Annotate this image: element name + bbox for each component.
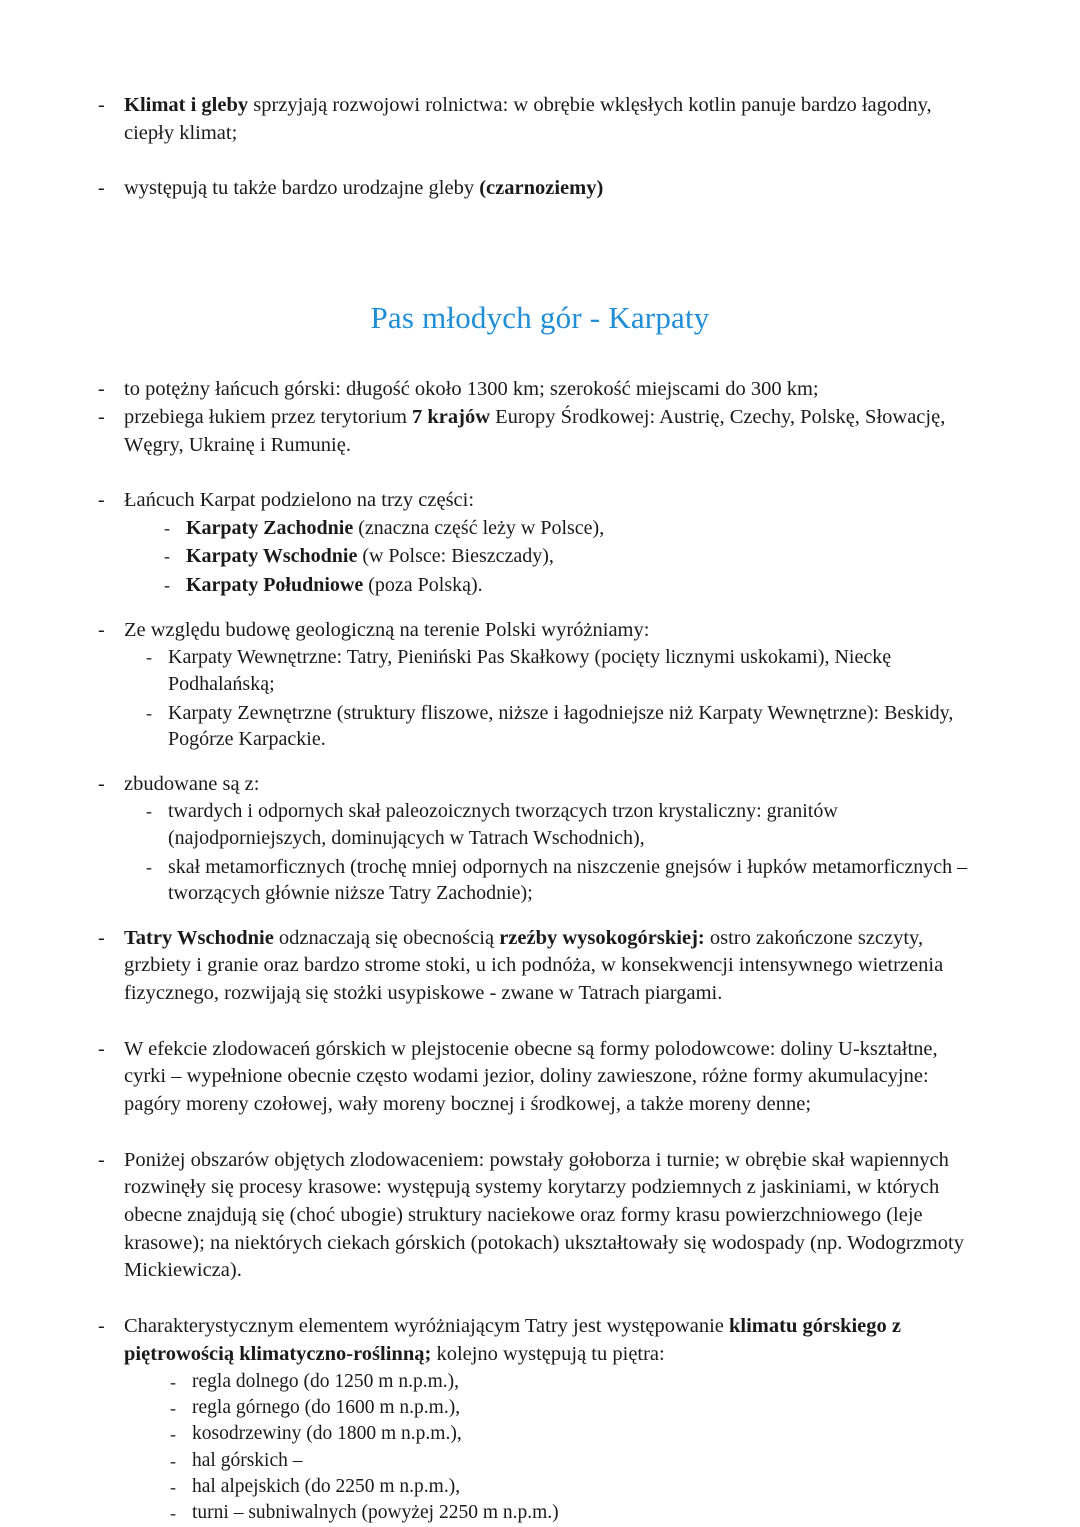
dash-bullet-icon: - [146,801,152,822]
list-item-storey [170,1474,982,1499]
spacer [98,909,982,925]
dash-bullet-icon: - [170,1371,176,1392]
dash-bullet-icon: - [170,1397,176,1418]
dash-bullet-icon: - [98,926,105,949]
division-name: Karpaty Zachodnie [186,516,354,539]
list-item-storey [170,1421,982,1446]
countries-pre: przebiega łukiem przez terytorium [124,405,413,428]
list-item-rest: sprzyjają rozwojowi rolnictwa: w obrębie wklęsłych kotlin panuje bardzo łagodny, ciepły klimat; [124,94,932,144]
bold-tail: (czarnoziemy) [479,177,604,200]
spacer [98,1026,982,1036]
countries-post: Europy Środkowej: Austrię, Czechy, Polskę, Słowację, Węgry, Ukrainę i Rumunię. [124,405,946,456]
dash-bullet-icon: - [146,647,152,668]
climate-post: kolejno występują tu piętra: [431,1342,665,1365]
list-item-storey [170,1395,982,1420]
list-item-text [124,925,982,1008]
list-item-text: Karpaty Zewnętrzne (struktury fliszowe, niższe i łagodniejsze niż Karpaty Wewnętrzne): Beskidy, Pogórze Karpackie. [168,701,954,751]
list-item-text [186,515,982,542]
dash-bullet-icon: - [98,177,105,200]
dash-bullet-icon: - [98,1315,105,1338]
climate-bold: klimatu górskiego z piętrowością klimatyczno-roślinną; [124,1315,901,1365]
countries-bold: 7 krajów [412,405,491,428]
list-item-czarnoziemy [98,175,982,203]
tatry-mid: odznaczają się obecnością [273,926,500,949]
spacer [98,336,982,376]
spacer [98,165,982,175]
list-item-built [146,854,982,907]
dash-bullet-icon: - [98,94,105,116]
list-item-division [164,572,982,599]
dash-bullet-icon: - [146,856,152,877]
spacer [98,755,982,771]
list-item-text: Ze względu budowę geologiczną na terenie Polski wyróżniamy: [124,618,650,641]
list-item-lead: występują tu także bardzo urodzajne gleby [124,177,480,200]
tatry-bold-lead: Tatry Wschodnie [124,926,274,949]
list-item-text: W efekcie zlodowaceń górskich w plejstocenie obecne są formy polodowcowe: doliny U-kształtne, cyrki – wypełnione obecnie często wodami jezior, doliny zawieszone, różne formy akumulacyjne: pagóry moreny czołowej, wały moreny bocznej i środkowej, a także moreny denne; [124,1037,938,1116]
list-item-text [124,1313,982,1368]
list-item-division-header [98,487,982,515]
division-note: (w Polsce: Bieszczady), [357,545,554,568]
dash-bullet-icon: - [164,517,170,538]
list-item-geology [146,644,982,697]
list-item-text [124,404,982,459]
list-item-text: Karpaty Wewnętrzne: Tatry, Pieniński Pas Skałkowy (pocięty licznymi uskokami), Nieckę Podhalańską; [168,646,892,695]
list-item-text [186,543,982,570]
list-item-text [186,572,982,599]
list-item-klimat-i-gleby [98,92,982,147]
list-item-text: turni – subniwalnych (powyżej 2250 m n.p.m.) [192,1502,559,1524]
list-item-division [164,543,982,570]
list-item-text: regla górnego (do 1600 m n.p.m.), [192,1396,461,1418]
division-name: Karpaty Wschodnie [186,545,358,568]
document-content [98,92,982,1527]
list-item-division [164,515,982,542]
division-note: (poza Polską). [363,574,483,597]
list-item-text: Łańcuch Karpat podzielono na trzy części: [124,489,475,512]
list-item-glacial-forms [98,1036,982,1119]
list-item-text [124,92,982,147]
list-item-text: twardych i odpornych skał paleozoicznych tworzących trzon krystaliczny: granitów (najodporniejszych, dominujących w Tatrach Wschodnich), [168,800,838,849]
list-item-text: hal górskich – [192,1449,303,1471]
list-item-text: skał metamorficznych (trochę mniej odpornych na niszczenie gnejsów i łupków metamorficznych – tworzących głównie niższe Tatry Zachodnie); [168,855,968,905]
group-geology [98,617,982,753]
dash-bullet-icon: - [98,1037,105,1060]
list-item-text: kosodrzewiny (do 1800 m n.p.m.), [192,1423,462,1445]
list-item-built [146,798,982,851]
dash-bullet-icon: - [146,702,152,723]
dash-bullet-icon: - [98,1148,105,1171]
climate-pre: Charakterystycznym elementem wyróżniającym Tatry jest występowanie [124,1315,730,1338]
list-item-text: to potężny łańcuch górski: długość około 1300 km; szerokość miejscami do 300 km; [124,378,819,401]
spacer [98,221,982,299]
tatry-bold-term: rzeźby wysokogórskiej: [499,926,705,949]
spacer [98,477,982,487]
list-item-storey [170,1369,982,1394]
dash-bullet-icon: - [98,405,105,428]
dash-bullet-icon: - [98,489,105,512]
dash-bullet-icon: - [170,1424,176,1445]
dash-bullet-icon: - [170,1450,176,1471]
dash-bullet-icon: - [98,772,105,795]
spacer [98,1137,982,1147]
division-name: Karpaty Południowe [186,574,364,597]
dash-bullet-icon: - [170,1476,176,1497]
spacer [98,601,982,617]
division-note: (znaczna część leży w Polsce), [353,516,605,539]
dash-bullet-icon: - [98,378,105,401]
dash-bullet-icon: - [164,546,170,567]
group-divisions [98,487,982,598]
group-built-of [98,771,982,907]
bold-lead: Klimat i gleby [124,94,249,116]
list-item-length [98,376,982,404]
dash-bullet-icon: - [98,618,105,641]
tatry-rest: ostro zakończone szczyty, grzbiety i granie oraz bardzo strome stoki, u ich podnóża, w konsekwencji intensywnego wietrzenia fizycznego, rozwijają się stożki usypiskowe - zwane w Tatrach piargami. [124,926,944,1005]
group-climate [98,1313,982,1525]
list-item-geology [146,700,982,753]
list-item-storey [170,1448,982,1473]
dash-bullet-icon: - [170,1503,176,1524]
list-item-tatry-wschodnie [98,925,982,1008]
list-item-geology-header [98,617,982,645]
dash-bullet-icon: - [164,575,170,596]
spacer [98,1303,982,1313]
list-item-climate-header [98,1313,982,1368]
list-item-text [124,175,982,203]
list-item-built-header [98,771,982,799]
list-item-text: regla dolnego (do 1250 m n.p.m.), [192,1370,459,1392]
list-item-text: zbudowane są z: [124,772,260,795]
list-item-countries [98,404,982,459]
page-title: Pas młodych gór - Karpaty [370,300,710,336]
list-item-text: Poniżej obszarów objętych zlodowaceniem: powstały gołoborza i turnie; w obrębie skał wapiennych rozwinęły się procesy krasowe: występują systemy korytarzy podziemnych z jaskiniami, w których obecne znajdują się (choć ubogie) struktury naciekowe oraz formy krasu powierzchniowego (leje krasowe); na niektórych ciekach górskich (potokach) ukształtowały się wodospady (np. Wodogrzmoty Mickiewicza). [124,1148,964,1282]
list-item-storey [170,1500,982,1525]
list-item-text: hal alpejskich (do 2250 m n.p.m.), [192,1475,461,1497]
list-item-karst [98,1147,982,1285]
